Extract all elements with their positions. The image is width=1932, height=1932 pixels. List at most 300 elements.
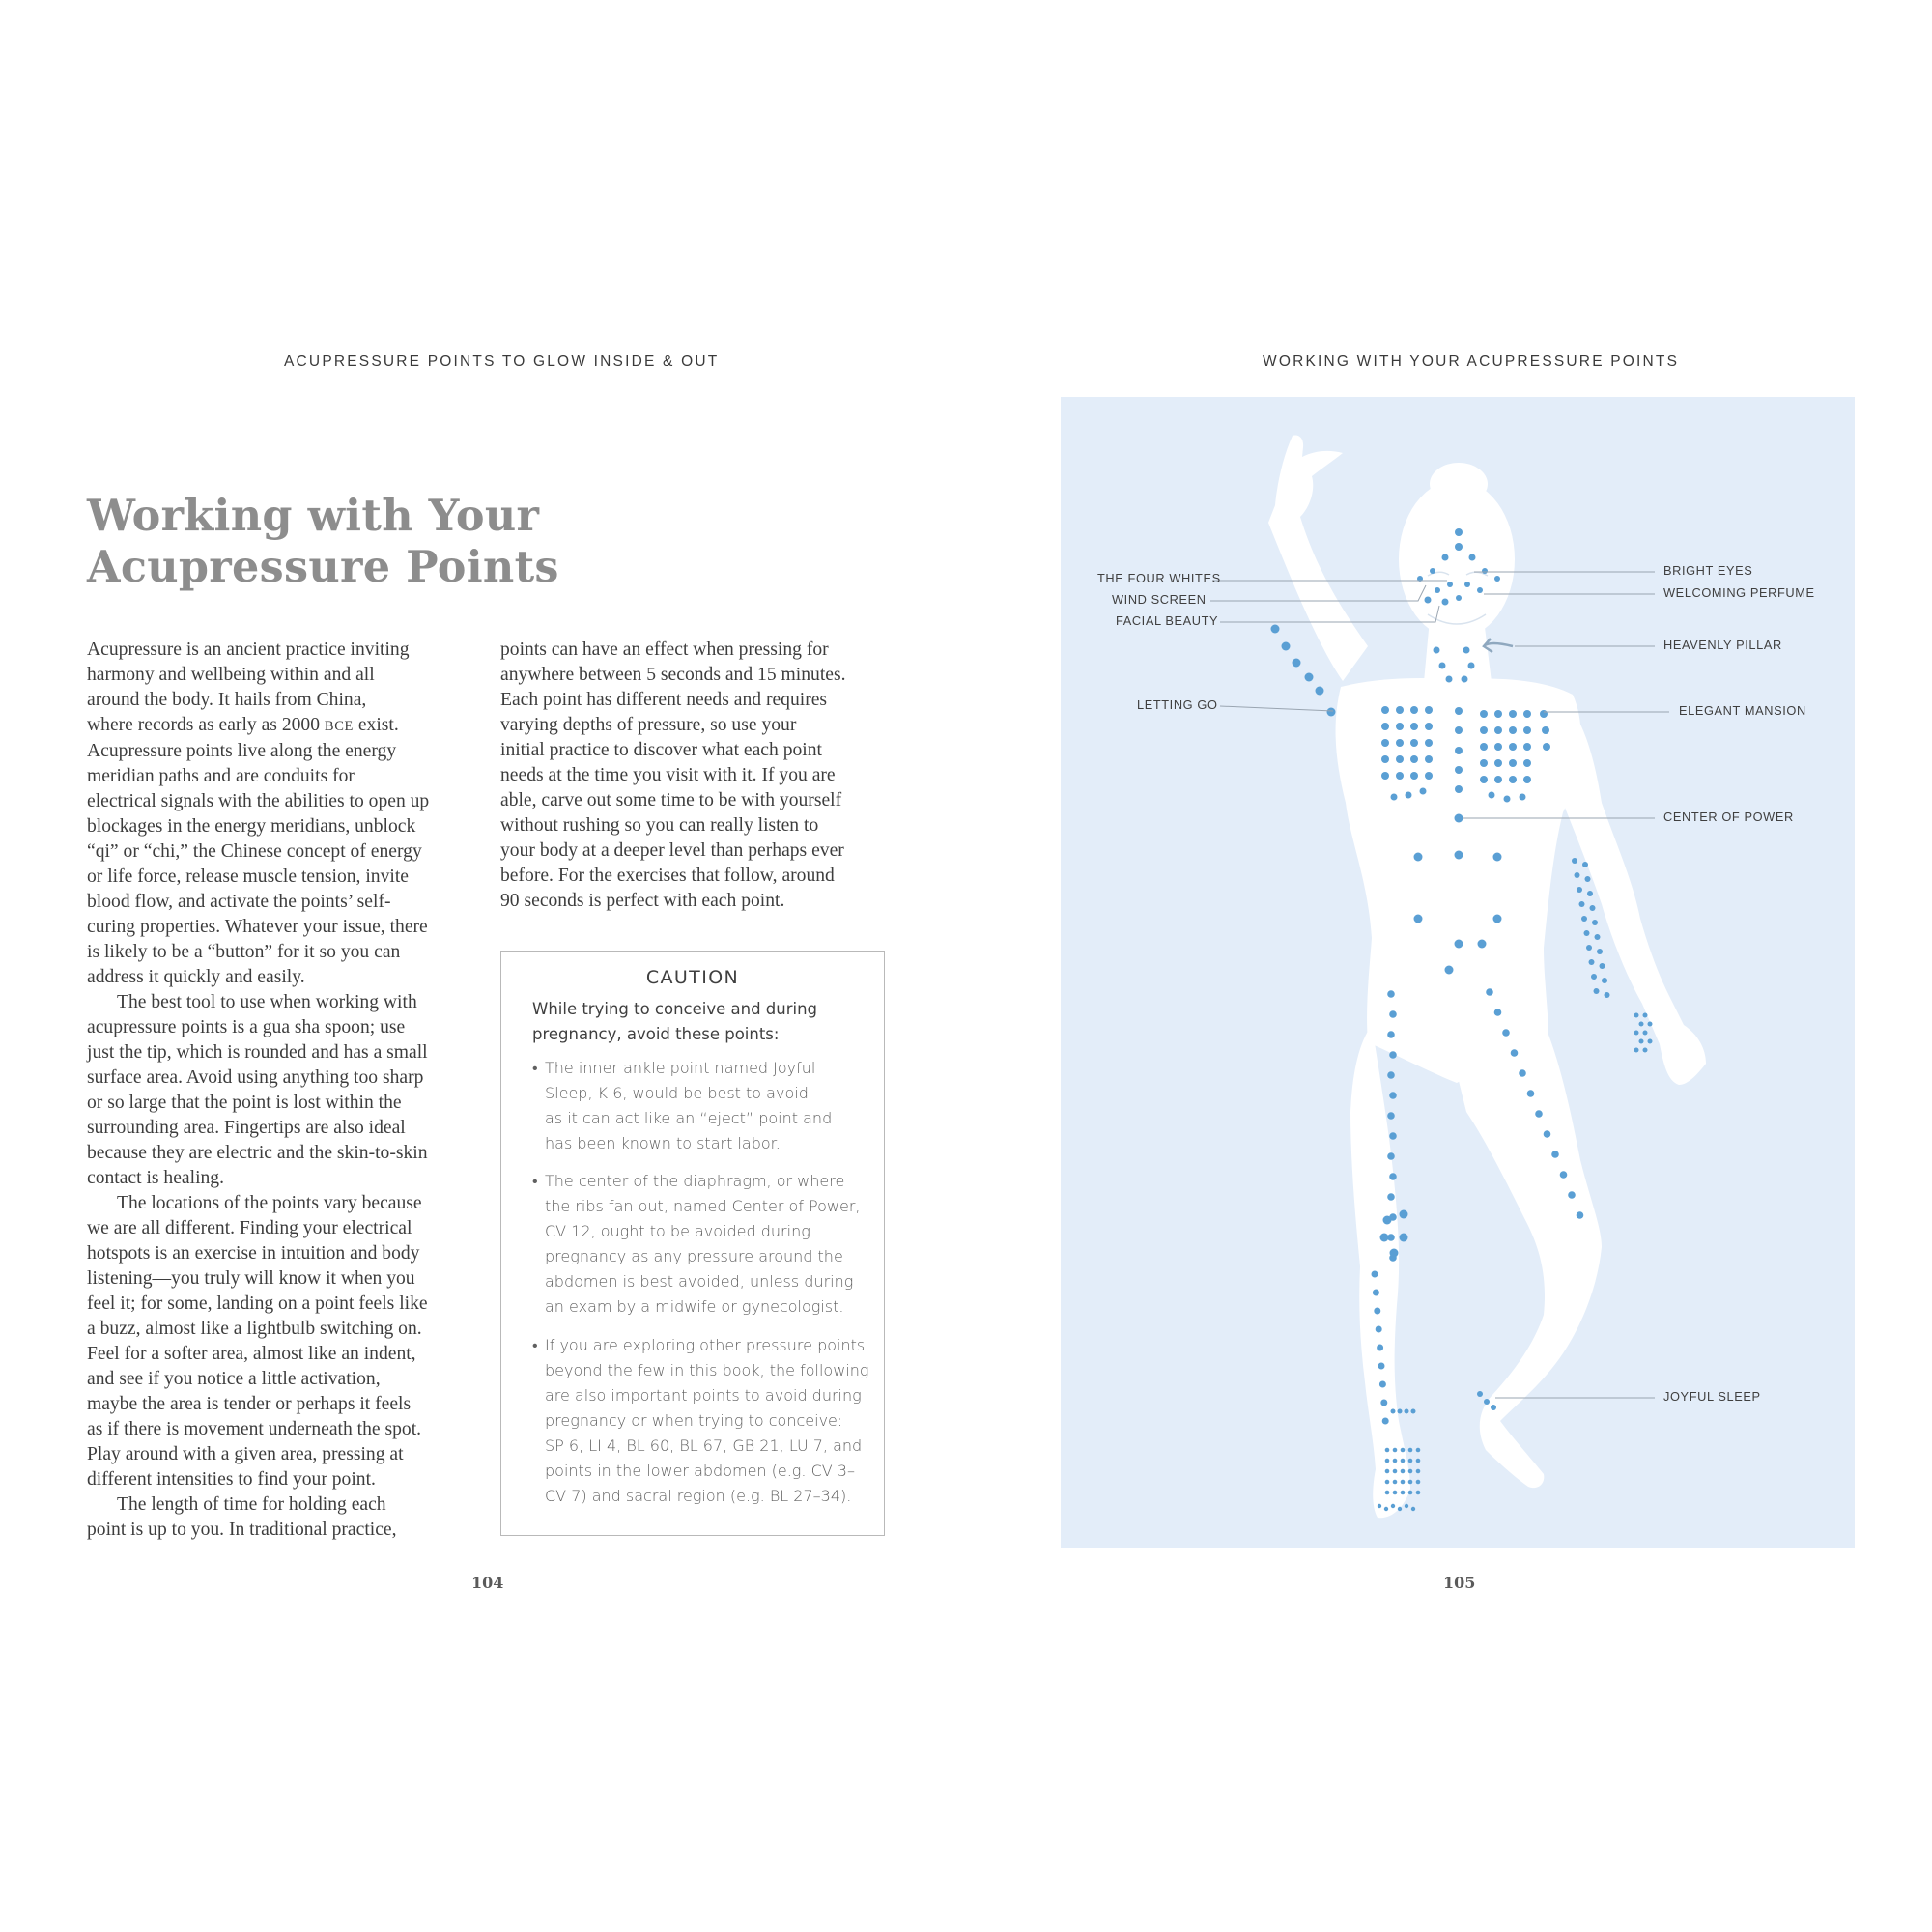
text-line: feel it; for some, landing on a point feels like [87, 1293, 428, 1314]
point-dot [1372, 1271, 1378, 1278]
point-dot [1381, 723, 1389, 730]
point-dot [1442, 554, 1449, 561]
paragraph-4 [87, 1492, 479, 1543]
label-elegant-mansion: ELEGANT MANSION [1679, 703, 1806, 718]
text-fragment: exist. [353, 715, 399, 735]
point-dot [1643, 1048, 1648, 1053]
text-line: Feel for a softer area, almost like an indent, [87, 1344, 416, 1364]
text-line: point is up to you. In traditional practice, [87, 1520, 397, 1540]
text-line: listening—you truly will know it when you [87, 1268, 415, 1289]
text-line: a buzz, almost like a lightbulb switching on. [87, 1319, 422, 1339]
paragraph-2 [87, 990, 479, 1191]
chapter-title [87, 491, 589, 593]
caution-intro [532, 997, 861, 1047]
paragraph-4-continued [500, 638, 893, 914]
text-line: as if there is movement underneath the spot. [87, 1419, 422, 1439]
text-line: SP 6, LI 4, BL 60, BL 67, GB 21, LU 7, and [545, 1436, 863, 1455]
text-line: just the tip, which is rounded and has a small [87, 1042, 428, 1063]
point-dot [1463, 647, 1470, 654]
point-dot [1523, 776, 1531, 783]
point-dot [1484, 1399, 1490, 1405]
point-dot [1425, 723, 1433, 730]
text-line: The center of the diaphragm, or where [545, 1172, 845, 1190]
text-line: as it can act like an “eject” point and [545, 1109, 833, 1127]
bullet-text [545, 1333, 873, 1509]
point-dot [1494, 759, 1502, 767]
point-dot [1381, 706, 1389, 714]
point-dot [1519, 1069, 1526, 1077]
bullet-text [545, 1169, 873, 1320]
point-dot [1455, 528, 1463, 536]
point-dot [1480, 759, 1488, 767]
point-dot [1455, 707, 1463, 715]
point-dot [1387, 1112, 1395, 1120]
point-dot [1396, 723, 1404, 730]
point-dot [1634, 1031, 1639, 1036]
text-line: contact is healing. [87, 1168, 225, 1188]
point-dot [1478, 940, 1487, 949]
point-dot [1383, 1216, 1392, 1225]
text-line [87, 713, 479, 739]
point-dot [1584, 930, 1590, 936]
text-line: Play around with a given area, pressing at [87, 1444, 404, 1464]
text-line: If you are exploring other pressure points [545, 1336, 866, 1354]
torso [1336, 678, 1581, 1083]
point-dot [1648, 1022, 1653, 1027]
point-dot [1560, 1171, 1568, 1179]
text-line: the ribs fan out, named Center of Power, [545, 1197, 861, 1215]
text-line: blood flow, and activate the points’ self- [87, 892, 391, 912]
point-dot [1511, 1049, 1519, 1057]
point-dot [1408, 1459, 1413, 1463]
point-dot [1480, 726, 1488, 734]
point-dot [1523, 726, 1531, 734]
point-dot [1396, 739, 1404, 747]
point-dot [1398, 1507, 1402, 1511]
point-dot [1445, 966, 1454, 975]
point-dot [1406, 792, 1412, 799]
point-dot [1587, 891, 1593, 896]
title-line-1: Working with Your [87, 491, 540, 541]
point-dot [1589, 959, 1595, 965]
point-dot [1425, 706, 1433, 714]
text-line: has been known to start labor. [545, 1134, 781, 1152]
point-dot [1551, 1151, 1559, 1158]
text-line: are also important points to avoid during [545, 1386, 862, 1405]
point-dot [1385, 1480, 1390, 1485]
point-dot [1401, 1491, 1406, 1495]
point-dot [1639, 1039, 1644, 1044]
text-line: meridian paths and are conduits for [87, 766, 355, 786]
body-column-left [87, 638, 479, 1543]
point-dot [1420, 788, 1427, 795]
point-dot [1401, 1469, 1406, 1474]
point-dot [1405, 1409, 1409, 1414]
bullet-text [545, 1056, 873, 1156]
point-dot [1480, 710, 1488, 718]
point-dot [1585, 876, 1591, 882]
point-dot [1468, 663, 1475, 669]
text-line: “qi” or “chi,” the Chinese concept of energy [87, 841, 422, 862]
point-dot [1535, 1110, 1543, 1118]
text-line: is likely to be a “button” for it so you can [87, 942, 401, 962]
point-dot [1527, 1090, 1535, 1097]
body-column-right [500, 638, 893, 914]
point-dot [1435, 587, 1440, 593]
text-line: or so large that the point is lost within the [87, 1093, 402, 1113]
text-line: Acupressure is an ancient practice inviting [87, 639, 410, 660]
point-dot [1327, 708, 1336, 717]
point-dot [1398, 1409, 1403, 1414]
text-line: address it quickly and easily. [87, 967, 305, 987]
point-dot [1410, 772, 1418, 780]
point-dot [1439, 663, 1446, 669]
point-dot [1575, 872, 1580, 878]
point-dot [1385, 1491, 1390, 1495]
point-dot [1597, 949, 1603, 954]
point-dot [1271, 625, 1280, 634]
text-line: around the body. It hails from China, [87, 690, 367, 710]
point-dot [1595, 934, 1601, 940]
point-dot [1293, 659, 1301, 668]
point-dot [1509, 776, 1517, 783]
point-dot [1455, 814, 1463, 823]
body-silhouette [1268, 436, 1706, 1519]
text-line: different intensities to find your point. [87, 1469, 376, 1490]
point-dot [1393, 1459, 1398, 1463]
point-dot [1455, 940, 1463, 949]
point-dot [1540, 710, 1548, 718]
point-dot [1509, 726, 1517, 734]
label-wind-screen: WIND SCREEN [1112, 592, 1207, 607]
point-dot [1523, 743, 1531, 751]
point-dot [1482, 568, 1488, 574]
point-dot [1502, 1029, 1510, 1037]
point-dot [1400, 1210, 1408, 1219]
point-dot [1544, 1130, 1551, 1138]
point-dot [1391, 794, 1398, 801]
point-dot [1494, 1009, 1502, 1016]
point-dot [1509, 759, 1517, 767]
point-dot [1491, 1405, 1496, 1410]
label-heavenly-pillar: HEAVENLY PILLAR [1663, 638, 1782, 652]
text-line: we are all different. Finding your electrical [87, 1218, 412, 1238]
text-line: an exam by a midwife or gynecologist. [545, 1297, 844, 1316]
text-line: The length of time for holding each [117, 1494, 386, 1515]
text-line: pregnancy as any pressure around the [545, 1247, 843, 1265]
point-dot [1591, 974, 1597, 980]
point-dot [1408, 1491, 1413, 1495]
point-dot [1643, 1013, 1648, 1018]
point-dot [1416, 1491, 1421, 1495]
point-dot [1374, 1308, 1380, 1315]
text-line: CV 12, ought to be avoided during [545, 1222, 810, 1240]
text-line: surrounding area. Fingertips are also ideal [87, 1118, 406, 1138]
point-dot [1456, 595, 1462, 601]
point-dot [1425, 772, 1433, 780]
point-dot [1455, 747, 1463, 754]
point-dot [1387, 1071, 1395, 1079]
point-dot [1477, 1391, 1483, 1397]
text-line: CV 7) and sacral region (e.g. BL 27–34). [545, 1487, 852, 1505]
point-dot [1410, 739, 1418, 747]
point-dot [1447, 582, 1453, 587]
point-dot [1469, 554, 1476, 561]
point-dot [1455, 785, 1463, 793]
point-dot [1396, 772, 1404, 780]
point-dot [1602, 978, 1607, 983]
text-line: abdomen is best avoided, unless during [545, 1272, 854, 1291]
point-dot [1378, 1504, 1381, 1508]
point-dot [1414, 915, 1423, 923]
text-line: electrical signals with the abilities to open up [87, 791, 430, 811]
point-dot [1387, 1031, 1395, 1038]
point-dot [1572, 858, 1577, 864]
point-dot [1411, 1409, 1416, 1414]
text-line: your body at a deeper level than perhaps ever [500, 840, 844, 861]
point-dot [1480, 743, 1488, 751]
point-dot [1592, 920, 1598, 925]
point-dot [1393, 1491, 1398, 1495]
text-line: hotspots is an exercise in intuition and body [87, 1243, 420, 1264]
point-dot [1373, 1290, 1379, 1296]
text-line: Sleep, K 6, would be best to avoid [545, 1084, 809, 1102]
point-dot [1387, 990, 1395, 998]
paragraph-3 [87, 1191, 479, 1492]
label-letting-go: LETTING GO [1137, 697, 1218, 712]
hanging-arm [1561, 696, 1706, 1085]
text-line: able, carve out some time to be with yourself [500, 790, 842, 810]
text-line: curing properties. Whatever your issue, there [87, 917, 428, 937]
point-dot [1493, 853, 1502, 862]
label-bright-eyes: BRIGHT EYES [1663, 563, 1753, 578]
point-dot [1586, 945, 1592, 951]
point-dot [1494, 776, 1502, 783]
acupressure-figure-panel [1061, 397, 1855, 1548]
point-dot [1282, 642, 1291, 651]
point-dot [1494, 743, 1502, 751]
text-line: Acupressure points live along the energy [87, 741, 397, 761]
point-dot [1430, 568, 1435, 574]
text-line: The inner ankle point named Joyful [545, 1059, 816, 1077]
leader-letting-go [1220, 706, 1333, 711]
left-leg [1350, 1025, 1410, 1518]
text-line: without rushing so you can really listen to [500, 815, 819, 836]
text-line: pregnancy, avoid these points: [532, 1025, 780, 1043]
point-dot [1410, 723, 1418, 730]
hair-bun [1430, 463, 1488, 505]
point-dot [1579, 901, 1585, 907]
text-line: points can have an effect when pressing for [500, 639, 829, 660]
point-dot [1401, 1480, 1406, 1485]
point-dot [1393, 1480, 1398, 1485]
point-dot [1381, 755, 1389, 763]
text-line: before. For the exercises that follow, around [500, 866, 835, 886]
point-dot [1408, 1448, 1413, 1453]
point-dot [1590, 905, 1596, 911]
point-dot [1509, 710, 1517, 718]
point-dot [1389, 1051, 1397, 1059]
text-line: anywhere between 5 seconds and 15 minutes. [500, 665, 846, 685]
point-dot [1384, 1507, 1388, 1511]
text-line: harmony and wellbeing within and all [87, 665, 375, 685]
point-dot [1523, 710, 1531, 718]
point-dot [1464, 582, 1470, 587]
label-joyful-sleep: JOYFUL SLEEP [1663, 1389, 1761, 1404]
point-dot [1379, 1381, 1386, 1388]
bullet-dot: • [532, 1336, 538, 1354]
point-dot [1396, 755, 1404, 763]
label-facial-beauty: FACIAL BEAUTY [1116, 613, 1219, 628]
point-dot [1381, 739, 1389, 747]
point-dot [1391, 1504, 1395, 1508]
point-dot [1401, 1448, 1406, 1453]
point-dot [1504, 796, 1511, 803]
point-dot [1387, 1193, 1395, 1201]
point-dot [1377, 1345, 1383, 1351]
point-dot [1376, 1326, 1382, 1333]
point-dot [1316, 687, 1324, 696]
text-line: Each point has different needs and requires [500, 690, 828, 710]
running-head-right: WORKING WITH YOUR ACUPRESSURE POINTS [1263, 354, 1680, 370]
text-line: varying depths of pressure, so use your [500, 715, 797, 735]
running-head-left: ACUPRESSURE POINTS TO GLOW INSIDE & OUT [284, 354, 720, 370]
point-dot [1455, 851, 1463, 860]
point-dot [1385, 1448, 1390, 1453]
point-dot [1385, 1459, 1390, 1463]
text-line: initial practice to discover what each point [500, 740, 822, 760]
point-dot [1387, 1152, 1395, 1160]
point-dot [1648, 1039, 1653, 1044]
text-line: The best tool to use when working with [117, 992, 417, 1012]
point-dot [1416, 1480, 1421, 1485]
point-dot [1643, 1031, 1648, 1036]
text-line: While trying to conceive and during [532, 1000, 818, 1018]
text-fragment: where records as early as 2000 [87, 715, 325, 735]
point-dot [1523, 759, 1531, 767]
text-line: acupressure points is a gua sha spoon; use [87, 1017, 406, 1037]
right-leg [1457, 1035, 1602, 1488]
point-dot [1391, 1409, 1396, 1414]
text-line: 90 seconds is perfect with each point. [500, 891, 785, 911]
point-dot [1543, 743, 1550, 751]
point-dot [1493, 915, 1502, 923]
point-dot [1455, 766, 1463, 774]
point-dot [1378, 1363, 1385, 1370]
point-dot [1494, 726, 1502, 734]
point-dot [1434, 647, 1440, 654]
point-dot [1442, 599, 1449, 606]
point-dot [1425, 739, 1433, 747]
point-dot [1425, 597, 1432, 604]
text-line: blockages in the energy meridians, unblock [87, 816, 416, 837]
point-dot [1396, 706, 1404, 714]
point-dot [1582, 862, 1588, 867]
point-dot [1594, 988, 1600, 994]
point-dot [1389, 1092, 1397, 1099]
point-dot [1389, 1173, 1397, 1180]
point-dot [1380, 1234, 1389, 1242]
text-line: and see if you notice a little activation, [87, 1369, 381, 1389]
text-line: needs at the time you visit with it. If you are [500, 765, 836, 785]
point-dot [1425, 755, 1433, 763]
point-dot [1405, 1504, 1408, 1508]
text-line: pregnancy or when trying to conceive: [545, 1411, 843, 1430]
point-dot [1389, 1010, 1397, 1018]
text-line: beyond the few in this book, the following [545, 1361, 869, 1379]
point-dot [1486, 988, 1493, 996]
caution-title: CAUTION [645, 967, 740, 988]
text-line: points in the lower abdomen (e.g. CV 3– [545, 1462, 855, 1480]
point-dot [1494, 576, 1500, 582]
point-dot [1382, 1418, 1389, 1425]
point-dot [1416, 1448, 1421, 1453]
text-line: surface area. Avoid using anything too sharp [87, 1067, 424, 1088]
point-dot [1411, 1507, 1415, 1511]
point-dot [1390, 1249, 1399, 1258]
page-number-right: 105 [1443, 1574, 1476, 1592]
point-dot [1480, 776, 1488, 783]
point-dot [1577, 887, 1582, 893]
point-dot [1477, 587, 1483, 593]
point-dot [1410, 706, 1418, 714]
point-dot [1462, 676, 1468, 683]
text-line: because they are electric and the skin-to-skin [87, 1143, 428, 1163]
point-dot [1389, 1132, 1397, 1140]
point-dot [1605, 992, 1610, 998]
small-caps-bce: BCE [324, 719, 354, 734]
point-dot [1455, 543, 1463, 551]
text-line: or life force, release muscle tension, invite [87, 867, 409, 887]
point-dot [1385, 1469, 1390, 1474]
point-dot [1408, 1469, 1413, 1474]
point-dot [1305, 673, 1314, 682]
point-dot [1509, 743, 1517, 751]
bullet-dot: • [532, 1059, 538, 1077]
point-dot [1542, 726, 1549, 734]
label-the-four-whites: THE FOUR WHITES [1097, 571, 1221, 585]
page-number-left: 104 [471, 1574, 504, 1592]
point-dot [1410, 755, 1418, 763]
point-dot [1400, 1234, 1408, 1242]
point-dot [1380, 1400, 1387, 1406]
text-line: The locations of the points vary because [117, 1193, 422, 1213]
point-dot [1489, 792, 1495, 799]
point-dot [1393, 1469, 1398, 1474]
text-line: maybe the area is tender or perhaps it feels [87, 1394, 412, 1414]
bullet-dot: • [532, 1172, 538, 1190]
point-dot [1577, 1211, 1584, 1219]
point-dot [1581, 916, 1587, 922]
label-center-of-power: CENTER OF POWER [1663, 810, 1794, 824]
caution-box [500, 951, 885, 1536]
point-dot [1446, 676, 1453, 683]
point-dot [1416, 1469, 1421, 1474]
point-dot [1401, 1459, 1406, 1463]
point-dot [1416, 1459, 1421, 1463]
point-dot [1639, 1022, 1644, 1027]
point-dot [1520, 794, 1526, 801]
title-line-2: Acupressure Points [87, 542, 559, 592]
point-dot [1494, 710, 1502, 718]
point-dot [1414, 853, 1423, 862]
point-dot [1381, 772, 1389, 780]
point-dot [1393, 1448, 1398, 1453]
point-dot [1634, 1013, 1639, 1018]
point-dot [1408, 1480, 1413, 1485]
heavenly-pillar-arrow [1484, 639, 1513, 652]
point-dot [1600, 963, 1605, 969]
